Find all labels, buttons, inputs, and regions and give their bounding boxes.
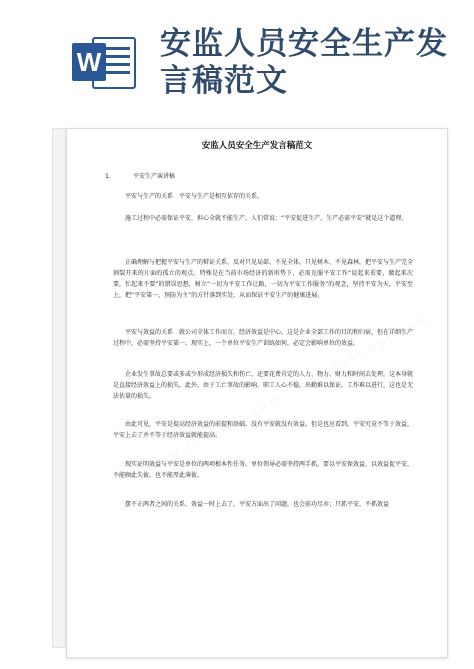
paragraph: 现实证明效益与平安是单位的两项根本性任务。单位领导必需坚持两手抓，要以平安保效益，以效益促平安，不能顾此失彼，也不能厚此薄彼。 xyxy=(113,461,414,479)
document-page xyxy=(66,128,448,658)
paragraph: 企业发生事故总要或多或少形成经济损失和伤亡，还要花费肯定的人力、物力、财力和时间去处理，这本身就是直接经济效益上的损失。此外，由于工亡事故的影响，职工人心不稳，出勤难以保证，工作难以进行，这也是无法估量的损失。 xyxy=(113,371,414,400)
paragraph: 摆不正两者之间的关系，效益一时上去了，平安方面出了问题，也会前功尽弃；只抓平安，不抓效益 xyxy=(125,501,390,508)
word-document-icon xyxy=(72,33,136,89)
section-number: 1. xyxy=(105,173,111,180)
paragraph: 平安与效益的关系 就公司全体工作而言，经济效益是中心，这是企业全部工作的目的和归宿，但在详细生产过程中，必需坚持平安第一。现实上，一个单位平安生产训练如何，必定会影响单位的效益。 xyxy=(113,329,414,347)
section-label: 平安生产演讲稿 xyxy=(133,173,176,180)
banner-title: 安监人员安全生产发言稿范文 xyxy=(160,26,448,99)
paragraph: 平安与生产的关系 平安与生产是相互依存的关系。 xyxy=(125,193,264,200)
paragraph: 正确理解与把握平安与生产的辩证关系，反对只见局部、不见全体，只见树木、不见森林，把平安与生产完全割裂开来的片面的孤立的观点。特殊是在当前市场经济的新形势下，必需克服平安工作“说起来重要，做起来次要，忙起来不要”的错误思想，树立“一切为平安工作让路，一切为平安工作服务”的观念，坚持平安为天，平安至上，把“平安第一，预防为主”的方针落到实处，从而保证平安生产的健康进展。 xyxy=(113,259,414,299)
header-banner xyxy=(0,0,474,120)
paragraph: 由此可见，平安是提高经济效益的前提和基础，没有平安就没有效益。但是也应看到，平安究竟不等于效益，平安上去了并不等于经济效益就能提高。 xyxy=(113,421,414,439)
word-icon-letter: W xyxy=(72,43,106,81)
paragraph: 施工过程中必需保证平安，担心全就不能生产。人们常说：“平安促进生产，生产必需平安”就是这个道理。 xyxy=(125,215,408,222)
section-heading xyxy=(105,171,175,180)
document-title: 安监人员安全生产发言稿范文 xyxy=(201,141,313,151)
